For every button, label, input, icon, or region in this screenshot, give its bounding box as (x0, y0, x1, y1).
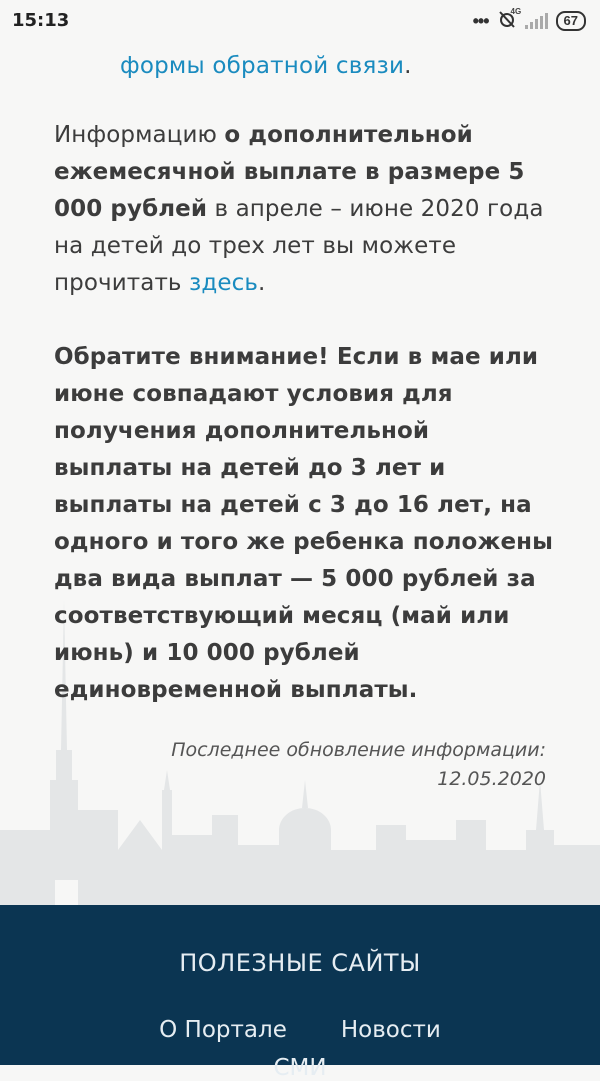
article-content (54, 44, 554, 794)
status-bar (0, 0, 600, 44)
footer-links (0, 1017, 600, 1043)
footer-link-news[interactable]: Новости (340, 1017, 441, 1043)
last-update-label: Последнее обновление информации: (171, 739, 546, 761)
signal-icon (510, 7, 548, 29)
useful-sites-heading: ПОЛЕЗНЫЕ САЙТЫ (179, 949, 421, 977)
footer (0, 905, 600, 1081)
last-update (54, 736, 554, 794)
payment-info-bold: о дополнительной ежемесячной выплате в размере 5 000 рублей (54, 122, 525, 222)
battery-icon: 67 (556, 11, 586, 31)
footer-link-about[interactable]: О Портале (159, 1017, 287, 1043)
status-icons (473, 8, 586, 34)
feedback-form-link[interactable]: формы обратной связи (120, 53, 405, 79)
payment-info-paragraph: Информацию о дополнительной ежемесячной выплате в размере 5 000 рублей в апреле – июне 2020 года на детей до трех лет вы можете прочитать здесь. (54, 122, 544, 296)
here-link[interactable]: здесь (189, 270, 258, 296)
network-type: 4G (510, 7, 522, 16)
attention-paragraph: Обратите внимание! Если в мае или июне совпадают условия для получения дополнительной выплаты на детей до 3 лет и выплаты на детей с 3 до 16 лет, на одного и того же ребенка положены два вида выплат — 5 000 рублей за соответствующий месяц (май или июнь) и 10 000 рублей единовременной выплаты. (54, 344, 554, 703)
more-dots-icon: ••• (472, 10, 489, 31)
status-time: 15:13 (12, 10, 70, 31)
feedback-line: формы обратной связи. (120, 53, 412, 79)
footer-link-media[interactable]: СМИ (273, 1055, 327, 1081)
last-update-date: 12.05.2020 (437, 768, 546, 790)
